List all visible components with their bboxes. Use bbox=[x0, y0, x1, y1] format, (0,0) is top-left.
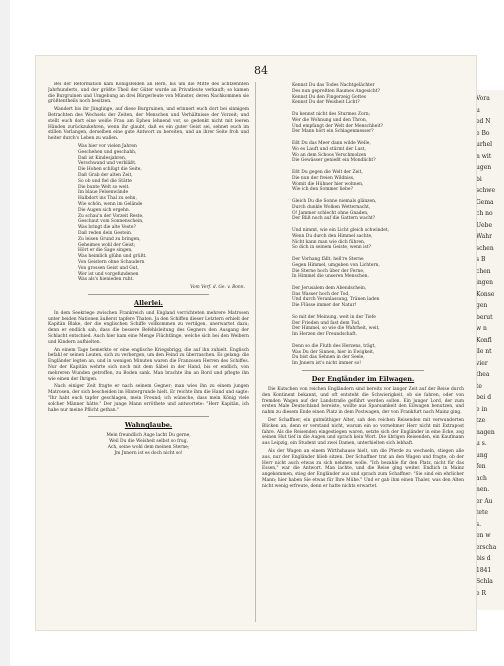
next-page-line: fen bbox=[476, 463, 486, 470]
englaender-paragraph-3: Als der Wagen an einem Wirthshause hielt, um die Pferde zu wechseln, stiegen alle aus, nur der Engländer blieb sitzen. Der Schaffner trat an den Wagen und fragte, ob der Herr nicht auch etwas zu sich nehmen wolle. "Ich bezahle für den Platz, nicht für das Essen," war die Antwort. Man lachte, und die Reise ging weiter. Endlich in Mainz angekommen, stieg der Engländer aus und sprach zum Schaffner: "Sie sind ein ehrlicher Mann; hier haben Sie etwas für Ihre Mühe." Und er gab ihm einen Thaler, was den Alten nicht wenig erfreute, denn er hatte nichts erwartet. bbox=[262, 449, 464, 489]
next-page-line: s B bbox=[476, 256, 486, 263]
next-page-line: schwe bbox=[476, 187, 495, 194]
next-page-line: ugen bbox=[476, 164, 492, 171]
next-page-line: Konfl bbox=[476, 336, 492, 344]
wahnglaube-poem: Mein freundlich Auge lacht Du gerne, Weil Du die Weisheit selbst so frug, Ach, seine wohl dem meinen Sterne; Jm Jnnern ist es doch nicht so! bbox=[106, 433, 191, 456]
next-page-line: 1841 bbox=[476, 566, 492, 574]
next-page-line: en w bbox=[476, 532, 491, 539]
next-page-line: Wahr bbox=[476, 233, 492, 240]
intro-paragraph: Bei der Reformation kam Königsfelden an Bern, bis um die Mitte des achtzehnten Jahrhunderts, und der größte Theil der Güter wurde an Privatleute verkauft; so kamen die Burgruinen und Umgebung an drei Bürgerleute von Münster, deren Nachkommen sie größtentheils noch besitzen. bbox=[48, 82, 249, 105]
next-page-line: ung bbox=[476, 451, 488, 459]
next-page-line: bi bbox=[476, 175, 482, 183]
section-divider bbox=[302, 370, 424, 371]
next-page-line: nagen bbox=[476, 428, 495, 436]
next-page-line: u s. bbox=[476, 440, 487, 447]
poem-signature: Vom Verf. d. Ge. v. Bonn. bbox=[190, 285, 245, 291]
allerlei-paragraph-1: In dem Seekriege zwischen Frankreich und England verrichteten mehrere Matrosen unter beiden Nationen äußerst tapfere Thaten. Ja den Schiffen dieser Letztern erhielt der Kapitän Blake, der die englischen Schiffe vollkommen zu vertilgen, unerwartet dazu; denn er endlich sah, dass die bessere Befehlsleitung des Gegners den Ausgang der Schlacht entschied. Auch hier kam eine Menge Flüchtlinge, welche sich bei den Weibern und Kindern aufhielten. bbox=[48, 310, 249, 345]
next-page-line: ach bbox=[476, 474, 487, 482]
column-divider bbox=[255, 82, 256, 622]
second-paragraph: Wandert bis ihr Jünglinge, auf diese Burgruinen, und erinnert euch dort bei sinnigem Betrachten des Wechsels der Zeiten, der Menschen und Verhältnisse der Vorzeit; und stellt euch dort eine weiße Frau am Epheu lehnend vor, so gedenkt nicht mit leeren Händen zurückzukehren, wenn ihr glaubt, daß es ein guter Geist sei, sehnet euch im stillen Verlangen, derselben eine gute Antwort zu bereiten, und an ihrer Seite froh und heiter durch's Leben zu wallen. bbox=[48, 107, 249, 142]
section-divider bbox=[88, 416, 209, 417]
next-page-line: chen bbox=[476, 267, 491, 275]
next-page-line: berut bbox=[476, 313, 493, 321]
next-page-line: Schla bbox=[476, 578, 493, 585]
next-page-line: ch no bbox=[476, 210, 493, 217]
next-page-line: thea bbox=[476, 371, 490, 378]
section-title-allerlei: Allerlei. bbox=[134, 298, 163, 307]
section-title-wahnglaube: Wahnglaube. bbox=[124, 421, 173, 430]
allerlei-paragraph-2: An einem Tage bemerkte er eine englische Kriegsbrigg, die auf ihn zuhielt. Englisch befahl er seinen Leuten, sich zu verbergen, um den Feind zu überraschen. Es gelang: die Engländer legten an, und in wenigen Minuten waren die Franzosen Herren des Schiffes. Nur der Kapitän wehrte sich noch mit dem Säbel in der Hand, bis er endlich, von mehreren Wunden getroffen, zu Boden sank. Man brachte ihn an Bord und pflegte ihn wie einen der Ihrigen. bbox=[48, 347, 249, 382]
next-page-line: tze bbox=[476, 417, 486, 424]
poem-castle: Was hier vor vielen Jahren Geschehen und geschahh, Daß ist Kindesjahren, Verschwand und verbläßt. Die Hohen schlügt die Seite, Daß Grab der alten Zeit, So ob und fiel die Stätte Die bunte Welt so weit. Im blaue Felsenwände Halbdort ins Thal zu sehn, Wie schön, wenn im Gelände Die Augen sich ergehn. Zu schau'n der Vorzeit Reste, Geschaut vom Sonnenschein, Was bringt die alte Veste? Daß reden dein Gestein. Zu leisen Grund zu bringen, Geheimes wohl der Geist; Hört er die Sage singen, Was heimlich glühn und grüßt. Von Geistern ohne Schaudern Von grossen Geist und Gut, Wer ist und vorgefundenen Was als's hienieden ruht. bbox=[78, 143, 147, 283]
next-page-line: erscha bbox=[476, 543, 497, 551]
next-page-line: Gema bbox=[476, 198, 494, 206]
right-column bbox=[262, 82, 464, 630]
next-page-line: Vora bbox=[476, 95, 490, 102]
next-page-line: w n bbox=[476, 325, 487, 332]
next-page-line: s. bbox=[476, 520, 481, 528]
next-page-line: Konse bbox=[476, 290, 495, 298]
next-page-line: u bbox=[476, 106, 480, 114]
next-page-line: n wit bbox=[476, 152, 492, 160]
book-page bbox=[36, 56, 476, 630]
next-page-fragment bbox=[472, 90, 504, 610]
next-page-line: nen. bbox=[476, 486, 490, 493]
next-page-line: bis d bbox=[476, 555, 491, 562]
next-page-line: e R bbox=[476, 589, 486, 597]
next-page-line: bei d bbox=[476, 394, 492, 401]
next-page-line: gen bbox=[476, 302, 488, 309]
next-page-line: er Au bbox=[476, 497, 493, 505]
next-page-line: e in bbox=[476, 405, 488, 413]
scanner-edge bbox=[0, 0, 10, 666]
section-title-englaender: Der Engländer im Eilwagen. bbox=[311, 375, 415, 384]
next-page-line: e Bo bbox=[476, 129, 490, 137]
englaender-paragraph-2: Der Schaffner, ein gutmüthiger Alter, sah den reichen Reisenden mit verwunderten Blicken an, denn er verstand nicht, warum ein so vornehmer Herr nicht mit Extrapost fahre. Als die Reisenden eingestiegen waren, setzte sich der Engländer in eine Ecke, zog seinen Hut tief in die Augen und sprach kein Wort. Die übrigen Reisenden, ein Kaufmann aus Leipzig, ein Student und zwei Damen, unterhielten sich lebhaft. bbox=[262, 418, 464, 447]
page-number: 84 bbox=[254, 64, 268, 77]
next-page-line: schen bbox=[476, 244, 494, 252]
next-page-line: urhel bbox=[476, 141, 493, 148]
section-divider bbox=[88, 294, 209, 295]
poem-kennst-du: Kennst Du das Todes Nachtgelächter Des nun gepreßten Raumes Angesicht? Kennst Du den Fingerzeig Gottes Kennst Du der Weisheit Licht? Du kennst nicht des Sturmes Zorn; Wer die Wohnung und den Thron, Und empfangt der Welt der Menschheit? Der Mann hört ein Schlagenmesser? Eßt Du das Meer dann wilde Welle, Wo es Lauft und stürmt der Lust, Wo an dem Schoos Verschmolzen Die Gewässer genießt ein Mondlicht? Eßt Du gegen die Welt der Zeit, Die nun der freien Wildniss, Womit die Hühner hier wohnen, Wie ich den Sommer liebe? Gleich Du die Sonne niemals glänzen, Durch dunkle Wolken Wetternacht, O! Jammer schlecht ohne Gnaden, Der Bliß noch auf die Gattern wacht? Und nimmt, wie ein Licht gleich schwindet, Wenn Du durch den Himmel sachte, Nicht kann man wie dich führen, So dich in seinem Geiste, wenn ist? Der Vorhang fällt, hell're Sterne Gegen Himmel, umgeben von Lichtern, Die Sterne hoch über der Ferne, In Himmel die unseren Menschen. Der Jerusalem dem Abendschein, Das Wasser hoch der Tod, Und durch Veranlassung, Tränen laden Die Flüsse immer der Natur! So mit der Meinung, weit in der Tiefe Der Frieden und fast dem Tod, Der Himmel, so wie die Wahrheit, weit, Im Herzen der Freundschaft. Denn so die Fluth des Herzens, trägt, Was Du der Sinnen, hier in Ewigkeit, Du bist das Sehnen in der Seele, Im Jnnern ist's nicht immer so! bbox=[292, 83, 389, 367]
next-page-line: ed N bbox=[476, 118, 491, 125]
next-page-line: lle nt bbox=[476, 348, 492, 355]
next-page-line: ingen bbox=[476, 279, 494, 286]
next-page-line: te bbox=[476, 382, 482, 390]
next-page-line: vier bbox=[476, 359, 488, 367]
left-column bbox=[48, 82, 249, 630]
next-page-line: Uebe bbox=[476, 221, 492, 229]
next-page-line: tete bbox=[476, 509, 488, 516]
allerlei-paragraph-3: Nach einiger Zeit fragte er nach seinem Gegner; man wies ihn zu einem jungen Matrosen, der sich bescheiden im Hintergrunde hielt. Er reichte ihm die Hand und sagte: "Ihr habt euch tapfer geschlagen, mein Freund; ich wünsche, dass mein König viele solcher Männer hätte." Der junge Mann erröthete und antwortete: "Herr Kapitän, ich habe nur meine Pflicht gethan." bbox=[48, 384, 249, 413]
englaender-paragraph-1: Die Kutschen von reichen Engländern sind bereits vor langer Zeit auf der Reise durch den Kontinent bekannt, und oft entsteht die Schwierigkeit, ob sie fahren, oder von fremden Wagen auf der Landstraße geführt werden sollen. Ein junger Lord, der zum ersten Male Deutschland bereiste, wollte aus Sparsamkeit den Eilwagen benutzen, und nahm zu diesem Ende einen Platz in dem Postwagen, der von Frankfurt nach Mainz ging. bbox=[262, 387, 464, 416]
